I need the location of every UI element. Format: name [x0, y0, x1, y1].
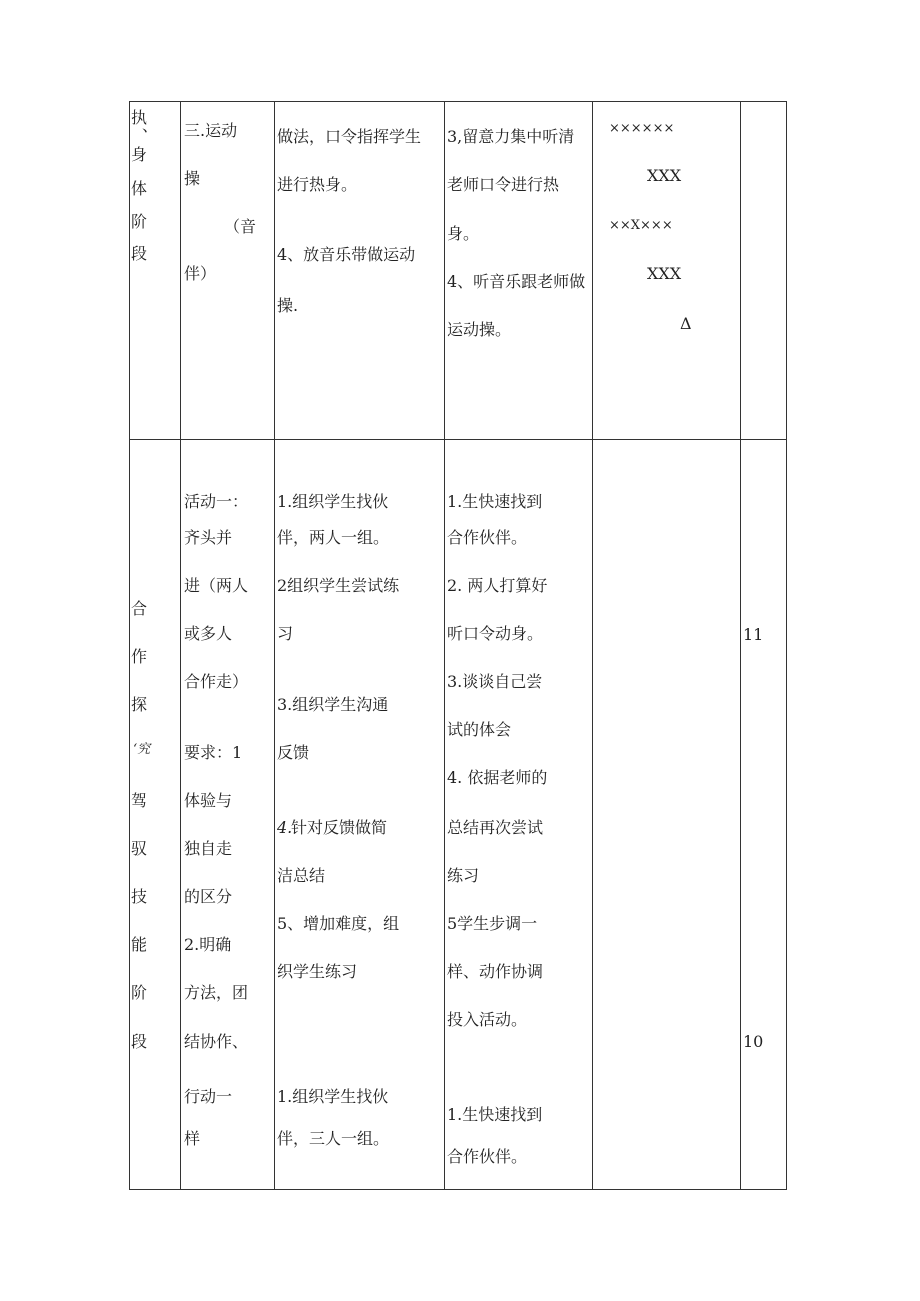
content-text: 2.明确	[184, 935, 232, 954]
stage-text: 段	[131, 1032, 148, 1051]
stage-text: 合	[131, 599, 148, 618]
col-divider-3	[444, 101, 445, 1190]
teacher-text: 1.组织学生找伙	[277, 492, 389, 511]
teacher-text: 2组织学生尝试练	[277, 576, 400, 595]
stage-text: 探	[131, 695, 148, 714]
stage-text: 作	[131, 647, 148, 666]
teacher-text: 3.组织学生沟通	[277, 695, 389, 714]
student-text: 投入活动。	[447, 1010, 528, 1029]
content-text: 体验与	[184, 791, 233, 810]
teacher-text: 操.	[277, 296, 299, 315]
content-text: 独自走	[184, 839, 233, 858]
formation-row: ××××××	[609, 121, 675, 136]
content-text: 进（两人	[184, 576, 249, 595]
student-text: 合作伙伴。	[447, 1147, 528, 1166]
stage-text: 段	[131, 244, 148, 263]
teacher-text: 洁总结	[277, 866, 326, 885]
teacher-text: 伴，两人一组。	[277, 528, 390, 547]
content-text: 活动一：	[184, 492, 249, 511]
teacher-text: 织学生练习	[277, 962, 358, 981]
content-text: 操	[184, 169, 201, 188]
student-text: 总结再次尝试	[447, 818, 544, 837]
teacher-text: 进行热身。	[277, 175, 358, 194]
teacher-text: 习	[277, 624, 294, 643]
student-text: 听口令动身。	[447, 624, 544, 643]
stage-text: 身	[131, 145, 148, 164]
stage-text: 驭	[131, 839, 148, 858]
col-divider-1	[180, 101, 181, 1190]
teacher-text: 做法，口令指挥学生	[277, 127, 422, 146]
stage-text: 阶	[131, 212, 148, 231]
col-divider-4	[592, 101, 593, 1190]
student-text: 1.生快速找到	[447, 492, 543, 511]
content-text: （音	[224, 217, 257, 236]
table-left-border	[129, 101, 130, 1190]
content-text: 或多人	[184, 624, 233, 643]
student-text: 练习	[447, 866, 480, 885]
table-right-border	[786, 101, 787, 1190]
teacher-text: 4、放音乐带做运动	[277, 245, 416, 264]
content-text: 要求：1	[184, 743, 243, 762]
teacher-text: 伴，三人一组。	[277, 1129, 390, 1148]
col-divider-5	[740, 101, 741, 1190]
content-text: 方法，团	[184, 983, 249, 1002]
teacher-text: 5、增加难度，组	[277, 914, 400, 933]
time-value: 11	[743, 625, 764, 644]
content-text: 合作走）	[184, 672, 249, 691]
col-divider-2	[274, 101, 275, 1190]
stage-text: 执	[131, 108, 148, 127]
student-text: 样、动作协调	[447, 962, 544, 981]
formation-row: XXX	[647, 166, 682, 185]
time-value: 10	[743, 1032, 764, 1051]
stage-text: 体	[131, 179, 148, 198]
stage-text: 技	[131, 887, 148, 906]
student-text: 1.生快速找到	[447, 1105, 543, 1124]
student-text: 2. 两人打算好	[447, 576, 548, 595]
student-text: 老师口令进行热	[447, 175, 560, 194]
table-top-border	[129, 101, 787, 102]
teacher-text: 1.组织学生找伙	[277, 1087, 389, 1106]
content-text: 伴）	[184, 264, 217, 283]
content-text: 齐头并	[184, 528, 233, 547]
teacher-text: 反馈	[277, 743, 310, 762]
formation-row: XXX	[647, 264, 682, 283]
student-text: 4、听音乐跟老师做	[447, 272, 586, 291]
student-text: 5学生步调一	[447, 914, 538, 933]
content-text: 结协作、	[184, 1032, 249, 1051]
student-text: 3.谈谈自己尝	[447, 672, 543, 691]
student-text: 合作伙伴。	[447, 528, 528, 547]
teacher-text: 4.	[277, 818, 293, 837]
student-text: 运动操。	[447, 320, 512, 339]
student-text: 4. 依据老师的	[447, 768, 548, 787]
content-text: 行动一	[184, 1087, 233, 1106]
content-text: 样	[184, 1129, 201, 1148]
teacher-text: 针对反馈做简	[291, 818, 388, 837]
row-divider	[129, 439, 787, 440]
stage-text: ‘究	[133, 742, 151, 757]
student-text: 3,留意力集中听清	[447, 127, 575, 146]
formation-row: ××X×××	[609, 218, 673, 233]
student-text: 身。	[447, 224, 480, 243]
content-text: 三.运动	[184, 121, 238, 140]
stage-text: 能	[131, 935, 148, 954]
content-text: 的区分	[184, 887, 233, 906]
stage-text: 、	[142, 116, 159, 135]
student-text: 试的体会	[447, 720, 512, 739]
teacher-marker: Δ	[680, 314, 692, 333]
table-bottom-border	[129, 1189, 787, 1190]
stage-text: 驾	[131, 791, 148, 810]
stage-text: 阶	[131, 983, 148, 1002]
